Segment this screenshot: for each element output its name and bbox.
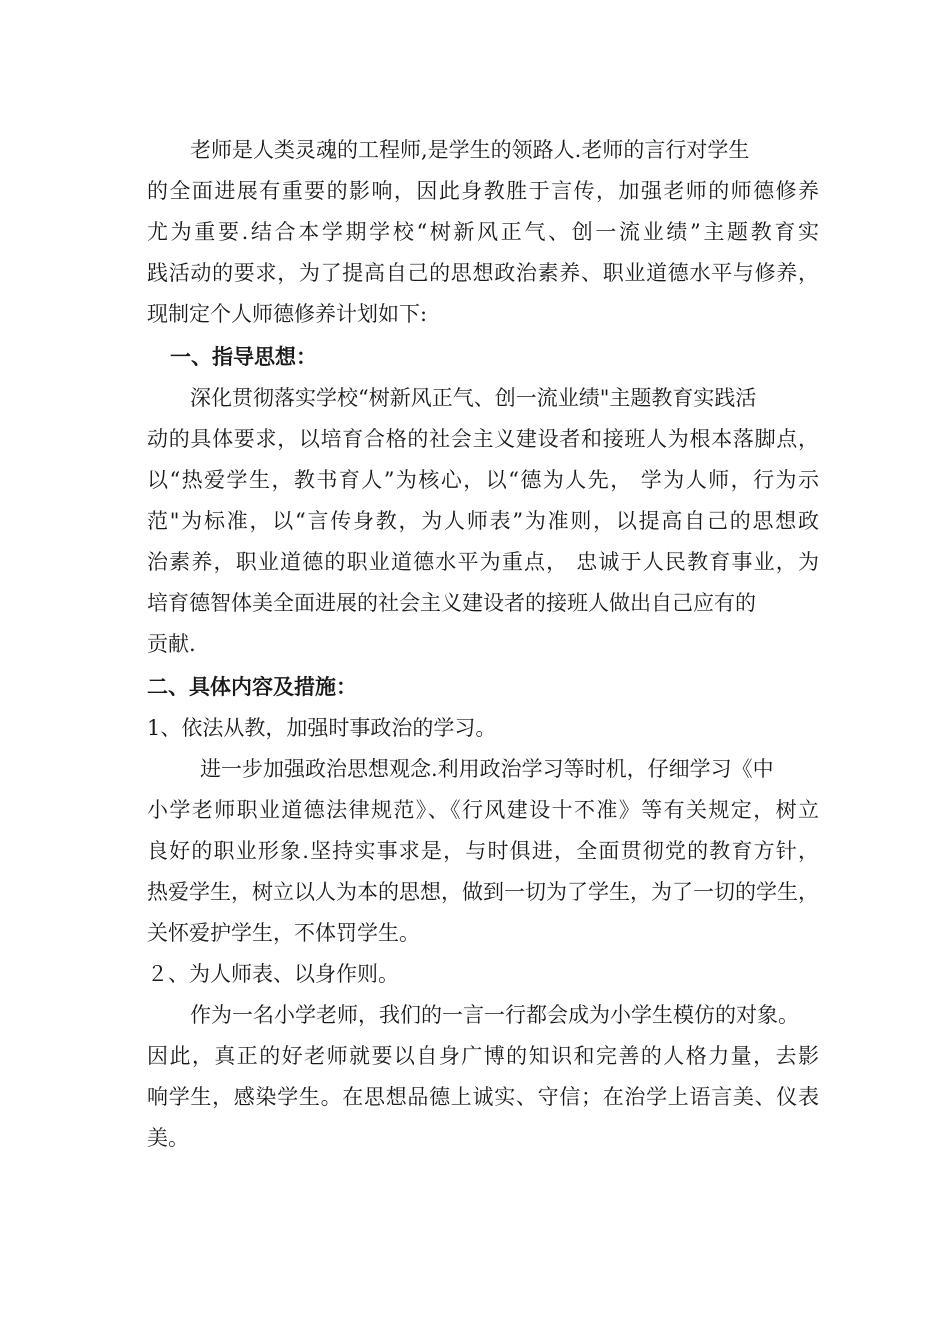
- section1-line-5: 治素养，职业道德的职业道德水平为重点， 忠诚于人民教育事业，为: [147, 550, 819, 574]
- section1-line-1: 深化贯彻落实学校“树新风正气、创一流业绩"主题教育实践活: [190, 386, 757, 410]
- item2-line-4: 美。: [147, 1126, 189, 1150]
- section1-heading: 一、指导思想：: [170, 345, 317, 369]
- item1-line-5: 关怀爱护学生，不体罚学生。: [147, 921, 420, 945]
- item1-title: 1、依法从教，加强时事政治的学习。: [147, 716, 497, 740]
- intro-line-1: 老师是人类灵魂的工程师,是学生的领路人.老师的言行对学生: [190, 138, 750, 162]
- section1-line-2: 动的具体要求，以培育合格的社会主义建设者和接班人为根本落脚点，: [147, 427, 819, 451]
- intro-line-5: 现制定个人师德修养计划如下:: [147, 302, 428, 326]
- item1-line-2: 小学老师职业道德法律规范》、《行风建设十不准》等有关规定，树立: [147, 798, 819, 822]
- section1-line-6: 培育德智体美全面进展的社会主义建设者的接班人做出自己应有的: [147, 591, 756, 615]
- section1-line-4: 范"为标准，以“言传身教，为人师表”为准则，以提高自己的思想政: [147, 509, 819, 533]
- intro-line-3: 尤为重要.结合本学期学校“树新风正气、创一流业绩”主题教育实: [147, 220, 819, 244]
- item2-title: ２、为人师表、以身作则。: [147, 962, 399, 986]
- section1-line-7: 贡献.: [147, 632, 196, 656]
- item1-line-3: 良好的职业形象.坚持实事求是，与时俱进，全面贯彻党的教育方针，: [147, 839, 819, 863]
- section2-heading: 二、具体内容及措施：: [147, 675, 357, 699]
- section1-line-3: 以“热爱学生，教书育人”为核心，以“德为人先， 学为人师，行为示: [147, 468, 819, 492]
- item1-line-1: 进一步加强政治思想观念.利用政治学习等时机，仔细学习《中: [200, 757, 774, 781]
- item2-line-1: 作为一名小学老师，我们的一言一行都会成为小学生模仿的对象。: [190, 1003, 799, 1027]
- item2-line-3: 响学生，感染学生。在思想品德上诚实、守信；在治学上语言美、仪表: [147, 1085, 819, 1109]
- item2-line-2: 因此，真正的好老师就要以自身广博的知识和完善的人格力量，去影: [147, 1044, 819, 1068]
- intro-line-2: 的全面进展有重要的影响，因此身教胜于言传，加强老师的师德修养: [147, 179, 819, 203]
- intro-line-4: 践活动的要求，为了提高自己的思想政治素养、职业道德水平与修养，: [147, 261, 819, 285]
- item1-line-4: 热爱学生，树立以人为本的思想，做到一切为了学生，为了一切的学生，: [147, 880, 819, 904]
